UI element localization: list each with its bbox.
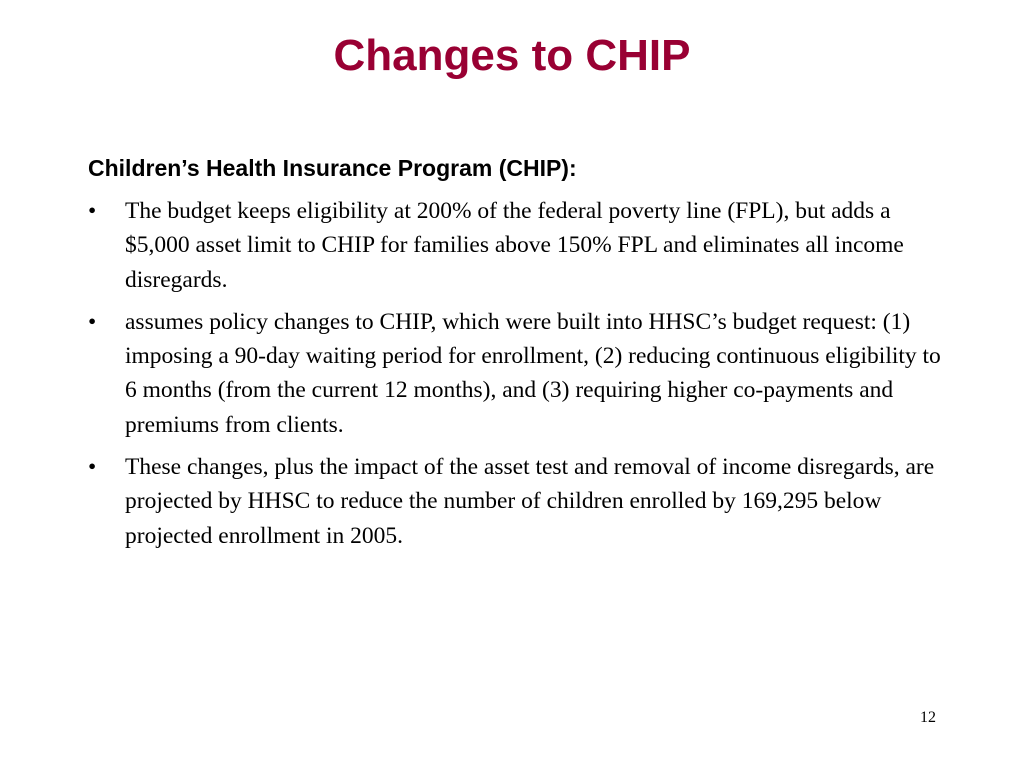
bullet-list: [88, 194, 948, 561]
bullet-marker: •: [88, 198, 97, 224]
slide-title: Changes to CHIP: [333, 31, 691, 80]
bullet-item: [88, 305, 948, 442]
bullet-text: The budget keeps eligibility at 200% of the federal poverty line (FPL), but adds a $5,000 asset limit to CHIP for families above 150% FPL and eliminates all income disregards.: [125, 198, 904, 293]
bullet-item: [88, 450, 948, 553]
bullet-marker: •: [88, 454, 97, 481]
page-number: 12: [920, 709, 936, 726]
bullet-item: [88, 194, 948, 297]
section-heading: Children’s Health Insurance Program (CHIP):: [88, 155, 577, 181]
bullet-text: These changes, plus the impact of the asset test and removal of income disregards, are projected by HHSC to reduce the number of children enrolled by 169,295 below projected enrollment in 2005.: [125, 454, 935, 549]
bullet-marker: •: [88, 308, 97, 335]
bullet-text: assumes policy changes to CHIP, which were built into HHSC’s budget request: (1) imposing a 90-day waiting period for enrollment, (2) reducing continuous eligibility to 6 months (from the current 12 months), and (3) requiring higher co-payments and premiums from clients.: [125, 308, 941, 438]
